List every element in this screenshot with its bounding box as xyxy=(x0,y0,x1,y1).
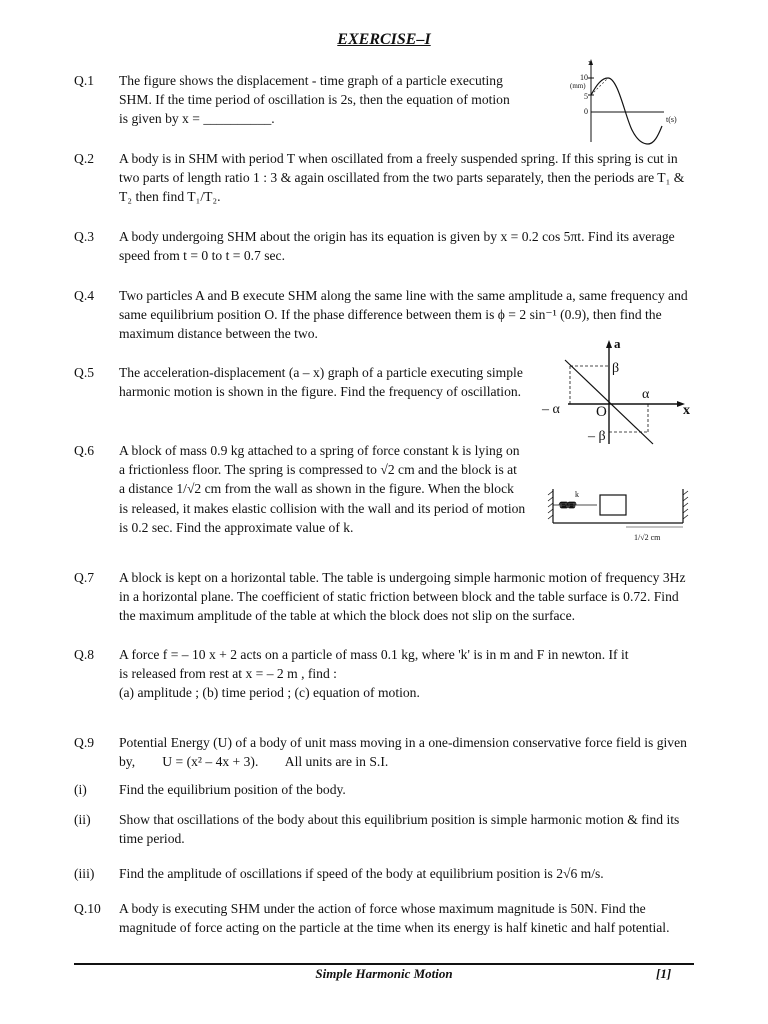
question-line: (a) amplitude ; (b) time period ; (c) equation of motion. xyxy=(119,685,420,701)
question-text xyxy=(119,864,694,883)
fig5-beta-label: β xyxy=(612,361,620,376)
figure-spring-block-wall xyxy=(545,485,695,547)
fig1-tick-10: 10 xyxy=(580,73,588,82)
question-text xyxy=(119,645,694,703)
question-number: Q.6 xyxy=(74,443,95,458)
footer-rule xyxy=(74,963,694,965)
question-number: Q.8 xyxy=(74,647,95,662)
question-number: Q.5 xyxy=(74,365,95,380)
fig1-unit-label: (mm) xyxy=(570,82,586,90)
question-line: Show that oscillations of the body about this equilibrium position is simple harmonic motion & find its xyxy=(119,812,680,827)
question-number: Q.7 xyxy=(74,570,95,585)
fig5-x-label: x xyxy=(683,403,690,418)
question-number: (i) xyxy=(74,782,87,797)
fig1-tick-5: 5 xyxy=(584,92,588,101)
question-line: time period. xyxy=(119,831,185,847)
fig1-y-axis-label: x xyxy=(588,58,592,67)
question-line: Two particles A and B execute SHM along the same line with the same amplitude a, same frequency and xyxy=(119,288,688,303)
question-number: Q.10 xyxy=(74,901,101,916)
footer-title: Simple Harmonic Motion xyxy=(315,966,453,981)
question-line: T₂ then find T₁/T₂. xyxy=(119,189,221,205)
question-number: Q.1 xyxy=(74,73,95,88)
question-text xyxy=(119,441,526,537)
question-line: maximum distance between the two. xyxy=(119,326,318,342)
fig5-a-label: a xyxy=(614,336,621,351)
footer-page-number: [1] xyxy=(656,966,672,981)
question-text xyxy=(119,733,694,771)
question-line: The figure shows the displacement - time graph of a particle executing xyxy=(119,73,503,88)
question-number: Q.9 xyxy=(74,735,95,750)
fig5-neg-beta-label: – β xyxy=(588,429,606,444)
figure-displacement-time-graph xyxy=(560,56,690,146)
question-text xyxy=(119,286,694,344)
question-text xyxy=(119,899,694,937)
question-line: A block is kept on a horizontal table. The table is undergoing simple harmonic motion of frequency 3Hz xyxy=(119,570,686,585)
question-number: (iii) xyxy=(74,866,95,881)
question-text xyxy=(119,810,694,848)
question-line: same equilibrium position O. If the phase difference between them is ϕ = 2 sin⁻¹ (0.9), then find the xyxy=(119,307,662,323)
question-text xyxy=(119,227,694,265)
question-line: is released from rest at x = – 2 m , find : xyxy=(119,666,337,682)
fig5-neg-alpha-label: – α xyxy=(542,402,560,417)
question-number: Q.3 xyxy=(74,229,95,244)
question-line: a distance 1/√2 cm from the wall as shown in the figure. When the block xyxy=(119,481,514,497)
question-line: A force f = – 10 x + 2 acts on a particle of mass 0.1 kg, where 'k' is in m and F in newton. If it xyxy=(119,647,629,662)
question-line: in a horizontal plane. The coefficient of static friction between block and the table surface is 0.72. Find xyxy=(119,589,679,605)
page-title: EXERCISE–I xyxy=(337,31,431,48)
question-text xyxy=(119,780,694,799)
question-text xyxy=(119,71,510,129)
question-line: A body is in SHM with period T when oscillated from a freely suspended spring. If this spring is cut in xyxy=(119,151,678,166)
question-text xyxy=(119,149,694,207)
question-line: by, U = (x² – 4x + 3). All units are in S.I. xyxy=(119,754,389,770)
question-line: Find the equilibrium position of the body. xyxy=(119,782,346,797)
question-line: A block of mass 0.9 kg attached to a spring of force constant k is lying on xyxy=(119,443,520,458)
question-number: Q.2 xyxy=(74,151,95,166)
question-line: The acceleration-displacement (a – x) graph of a particle executing simple xyxy=(119,365,523,380)
question-line: is released, it makes elastic collision with the wall and its period of motion xyxy=(119,500,526,516)
question-line: is 0.2 sec. Find the approximate value of k. xyxy=(119,519,354,535)
question-line: A body undergoing SHM about the origin has its equation is given by x = 0.2 cos 5πt. Find its average xyxy=(119,229,675,244)
question-number: (ii) xyxy=(74,812,91,827)
fig5-origin-label: O xyxy=(596,404,607,420)
fig6-k-label: k xyxy=(575,490,579,499)
question-line: is given by x = __________. xyxy=(119,111,275,127)
figure-acceleration-displacement-graph xyxy=(540,336,700,446)
question-number: Q.4 xyxy=(74,288,95,303)
question-line: Find the amplitude of oscillations if speed of the body at equilibrium position is 2√6 m/s. xyxy=(119,866,604,881)
question-line: harmonic motion is shown in the figure. Find the frequency of oscillation. xyxy=(119,384,522,400)
question-line: the maximum amplitude of the table at which the block does not slip on the surface. xyxy=(119,608,576,624)
question-line: a frictionless floor. The spring is compressed to √2 cm and the block is at xyxy=(119,462,517,478)
question-text xyxy=(119,363,523,401)
fig6-distance-label: 1/√2 cm xyxy=(634,533,661,542)
question-line: A body is executing SHM under the action of force whose maximum magnitude is 50N. Find the xyxy=(119,901,646,916)
question-line: two parts of length ratio 1 : 3 & again oscillated from the two parts separately, then the periods are T₁ & xyxy=(119,170,685,186)
fig5-alpha-label: α xyxy=(642,387,650,402)
question-text xyxy=(119,568,694,626)
question-line: SHM. If the time period of oscillation is 2s, then the equation of motion xyxy=(119,92,510,108)
question-line: Potential Energy (U) of a body of unit mass moving in a one-dimension conservative force field is given xyxy=(119,735,687,750)
fig1-x-axis-label: t(s) xyxy=(666,115,677,124)
question-line: magnitude of force acting on the particle at the time when its energy is half kinetic and half potential. xyxy=(119,920,670,936)
fig1-tick-0: 0 xyxy=(584,107,588,116)
question-line: speed from t = 0 to t = 0.7 sec. xyxy=(119,248,285,264)
